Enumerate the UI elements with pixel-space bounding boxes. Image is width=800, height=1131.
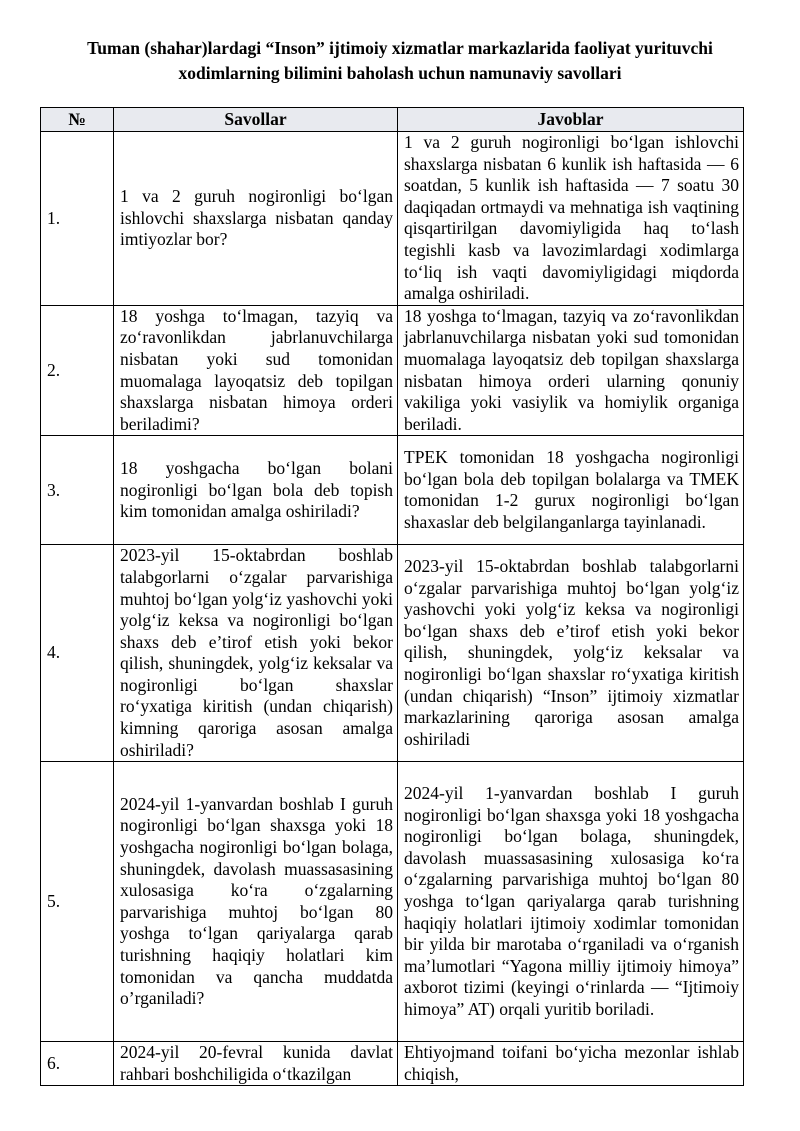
header-questions: Savollar bbox=[114, 108, 398, 132]
answer-cell: 18 yoshga to‘lmagan, tazyiq va zo‘ravonlikdan jabrlanuvchilarga nisbatan yoki sud tomonidan muomalaga layoqatsiz deb topilgan shaxslarga nisbatan himoya orderi ularning qonuniy vakiliga yoki vasiylik va homiylik organiga beriladi. bbox=[398, 305, 744, 436]
answer-cell: Ehtiyojmand toifani bo‘yicha mezonlar ishlab chiqish, bbox=[398, 1042, 744, 1086]
table-header-row bbox=[41, 108, 744, 132]
questions-table bbox=[40, 107, 744, 1086]
question-cell: 1 va 2 guruh nogironligi bo‘lgan ishlovchi shaxslarga nisbatan qanday imtiyozlar bor? bbox=[114, 132, 398, 306]
table-row bbox=[41, 762, 744, 1042]
question-cell: 2023-yil 15-oktabrdan boshlab talabgorlarni o‘zgalar parvarishiga muhtoj bo‘lgan yolg‘iz yashovchi yoki yolg‘iz keksa va nogironligi bo‘lgan shaxs deb e’tirof etish yoki bekor qilish, shuningdek, yolg‘iz keksalar va nogironligi bo‘lgan shaxslar ro‘yxatiga kiritish (undan chiqarish) kimning qaroriga asosan amalga oshiriladi? bbox=[114, 545, 398, 762]
table-row bbox=[41, 545, 744, 762]
answer-cell: 1 va 2 guruh nogironligi bo‘lgan ishlovchi shaxslarga nisbatan 6 kunlik ish haftasida — 6 soatdan, 5 kunlik ish haftasida — 7 soatu 30 daqiqadan ortmaydi va mehnatiga ish vaqtining qisqartirilgan davomiyligida haq to‘lash tegishli kasb va lavozimlardagi xodimlarga to‘liq ish vaqti davomiyligidagi miqdorda amalga oshiriladi. bbox=[398, 132, 744, 306]
row-number: 6. bbox=[41, 1042, 114, 1086]
question-cell: 18 yoshga to‘lmagan, tazyiq va zo‘ravonlikdan jabrlanuvchilarga nisbatan yoki sud tomonidan muomalaga layoqatsiz deb topilgan shaxslarga nisbatan himoya orderi beriladimi? bbox=[114, 305, 398, 436]
question-cell: 2024-yil 20-fevral kunida davlat rahbari boshchiligida o‘tkazilgan bbox=[114, 1042, 398, 1086]
question-cell: 2024-yil 1-yanvardan boshlab I guruh nogironligi bo‘lgan shaxsga yoki 18 yoshgacha nogironligi bo‘lgan bolaga, shuningdek, davolash muassasasining xulosasiga ko‘ra o‘zgalarning parvarishiga muhtoj bo‘lgan 80 yoshga to‘lgan qariyalarga qarab turishning haqiqiy holatlari kim tomonidan va qancha muddatda o’rganiladi? bbox=[114, 762, 398, 1042]
table-row bbox=[41, 1042, 744, 1086]
table-row bbox=[41, 305, 744, 436]
document-title-line-1: Tuman (shahar)lardagi “Inson” ijtimoiy xizmatlar markazlarida faoliyat yurituvchi bbox=[87, 38, 713, 58]
row-number: 2. bbox=[41, 305, 114, 436]
row-number: 4. bbox=[41, 545, 114, 762]
answer-cell: 2024-yil 1-yanvardan boshlab I guruh nogironligi bo‘lgan shaxsga yoki 18 yoshgacha nogironligi bo‘lgan bolaga, shuningdek, davolash muassasasining xulosasiga ko‘ra o‘zgalarning parvarishiga muhtoj bo‘lgan 80 yoshga to‘lgan qariyalarga qarab turishning haqiqiy holatlari ijtimoiy xodimlar tomonidan bir yilda bir marotaba o‘rganiladi va o‘rganish ma’lumotlari “Yagona milliy ijtimoiy himoya” axborot tizimi (keyingi o‘rinlarda — “Ijtimoiy himoya” AT) orqali yuritib boriladi. bbox=[398, 762, 744, 1042]
header-answers: Javoblar bbox=[398, 108, 744, 132]
document-title bbox=[40, 36, 760, 86]
document-title-line-2: xodimlarning bilimini baholash uchun namunaviy savollari bbox=[178, 63, 622, 83]
row-number: 3. bbox=[41, 436, 114, 545]
table-row bbox=[41, 132, 744, 306]
question-cell: 18 yoshgacha bo‘lgan bolani nogironligi bo‘lgan bola deb topish kim tomonidan amalga oshiriladi? bbox=[114, 436, 398, 545]
row-number: 1. bbox=[41, 132, 114, 306]
table-row bbox=[41, 436, 744, 545]
answer-cell: 2023-yil 15-oktabrdan boshlab talabgorlarni o‘zgalar parvarishiga muhtoj bo‘lgan yolg‘iz yashovchi yoki yolg‘iz keksa va nogironligi bo‘lgan shaxs deb e’tirof etish yoki bekor qilish, shuningdek, yolg‘iz keksalar va nogironligi bo‘lgan shaxslar ro‘yxatiga kiritish (undan chiqarish) “Inson” ijtimoiy xizmatlar markazlarining qaroriga asosan amalga oshiriladi bbox=[398, 545, 744, 762]
row-number: 5. bbox=[41, 762, 114, 1042]
answer-cell: TPEK tomonidan 18 yoshgacha nogironligi bo‘lgan bola deb topilgan bolalarga va TMEK tomonidan 1-2 gurux nogironligi bo‘lgan shaxaslar deb belgilanganlarga tayinlanadi. bbox=[398, 436, 744, 545]
header-number: № bbox=[41, 108, 114, 132]
